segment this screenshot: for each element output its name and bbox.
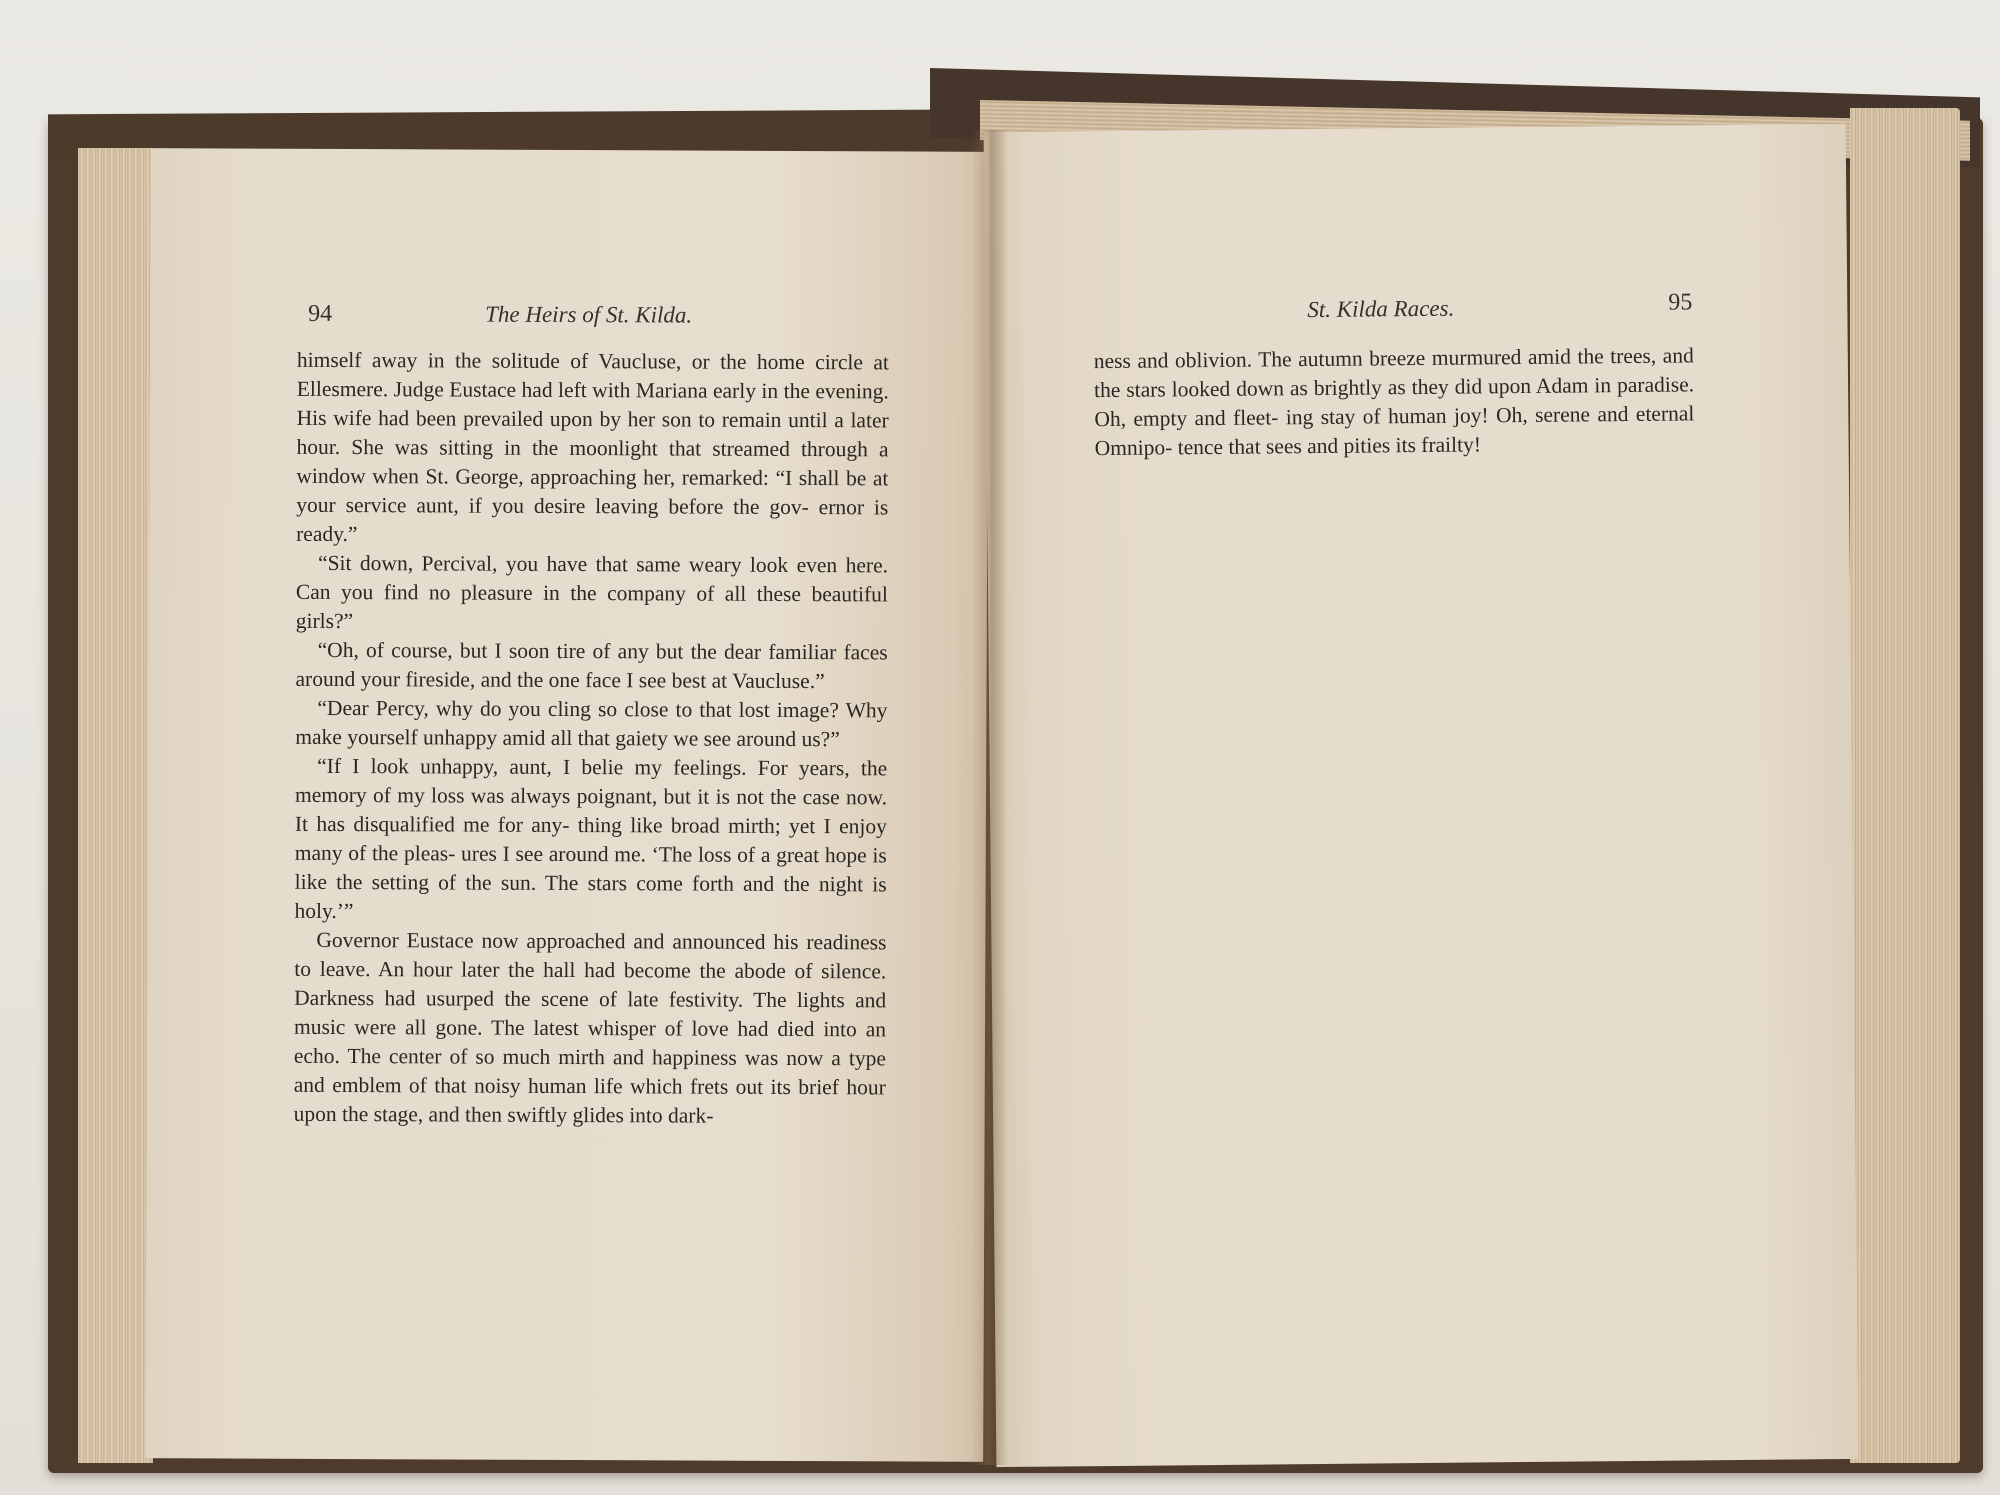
book-gutter	[972, 130, 1008, 1465]
left-paragraph: “Oh, of course, but I soon tire of any but the dear familiar faces around your fireside, and the one face I see best at Vaucluse.”	[295, 637, 888, 694]
right-running-title	[1307, 296, 1454, 323]
right-text-block	[1094, 341, 1695, 463]
left-page	[145, 148, 989, 1462]
left-title-text: The Heirs of St. Kilda.	[485, 301, 693, 328]
page-edges-left	[78, 148, 153, 1463]
page-edges-right	[1850, 108, 1960, 1463]
left-paragraph: “If I look unhappy, aunt, I belie my feelings. For years, the memory of my loss was always poignant, but it is not the case now. It has disqualified me for any- thing like broad mirth; yet I enjoy many of the pleas- ures I see around me. ‘The loss of a great hope is like the setting of the sun. The stars come forth and the night is holy.’”	[294, 753, 888, 924]
left-running-head	[308, 301, 332, 328]
right-title-text: St. Kilda Races.	[1307, 295, 1455, 323]
left-page-number: 94	[308, 300, 333, 327]
left-paragraph: Governor Eustace now approached and announced his readiness to leave. An hour later the hall had become the abode of silence. Darkness had usurped the scene of late festivity. The lights and music were all gone. The latest whisper of love had died into an echo. The center of so much mirth and happiness was now a type and emblem of that noisy human life which frets out its brief hour upon the stage, and then swiftly glides into dark-	[293, 927, 887, 1128]
left-paragraph: “Sit down, Percival, you have that same weary look even here. Can you find no pleasure in the company of all these beautiful girls?”	[295, 550, 889, 634]
left-paragraph: “Dear Percy, why do you cling so close to that lost image? Why make yourself unhappy amid all that gaiety we see around us?”	[295, 695, 888, 752]
left-text-block	[294, 346, 889, 1132]
right-running-head	[1668, 289, 1692, 316]
right-page	[984, 124, 1859, 1467]
left-running-title	[485, 302, 692, 329]
right-paragraph: ness and oblivion. The autumn breeze murmured amid the trees, and the stars looked down as brightly as they did upon Adam in paradise. Oh, empty and fleet- ing stay of human joy! Oh, serene and eternal Omnipo- tence that sees and pities its frailty!	[1093, 343, 1695, 461]
left-paragraph: himself away in the solitude of Vaucluse, or the home circle at Ellesmere. Judge Eustace had left with Mariana early in the evening. His wife had been prevailed upon by her son to remain until a later hour. She was sitting in the moonlight that streamed through a window when St. George, approaching her, remarked: “I shall be at your service aunt, if you desire leaving before the gov- ernor is ready.”	[296, 347, 889, 547]
right-page-number: 95	[1668, 289, 1693, 316]
